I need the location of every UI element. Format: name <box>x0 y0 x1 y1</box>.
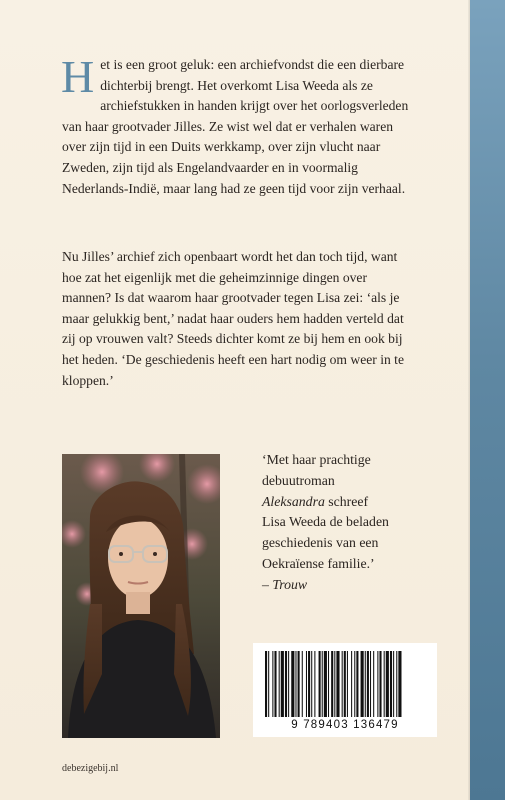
barcode-bar <box>306 651 307 717</box>
quote-line-5: geschiedenis van een <box>262 535 379 551</box>
barcode-bar <box>311 651 312 717</box>
barcode-bar <box>328 651 329 717</box>
quote-line-6: Oekraïense familie.’ <box>262 555 375 571</box>
quote-line-3 <box>262 492 462 513</box>
barcode-bar <box>390 651 392 717</box>
barcode-bar <box>281 651 284 717</box>
author-photo <box>62 454 220 738</box>
quote-line-4: Lisa Weeda de beladen <box>262 514 389 530</box>
barcode-bar <box>324 651 327 717</box>
barcode-bar <box>373 651 374 717</box>
barcode-bar <box>319 651 321 717</box>
barcode-bar <box>342 651 343 717</box>
barcode-bar <box>274 651 276 717</box>
blurb-paragraph-2: Nu Jilles’ archief zich openbaart wordt het dan toch tijd, want hoe zat het eigenlijk met die geheimzinnige dingen over mannen? Is dat waarom haar grootvader tegen Lisa zei: ‘als je maar gelukkig bent,’ nadat haar ouders hem hadden verteld dat zij op vrouwen valt? Steeds dichter komt ze bij hem en ook bij het heden. ‘De geschiedenis heeft een hart nodig om weer in te kloppen.’ <box>62 249 404 388</box>
publisher-website: debezigebij.nl <box>62 763 119 774</box>
drop-cap: H <box>61 51 95 102</box>
barcode-bar <box>351 651 352 717</box>
barcode-bar <box>393 651 394 717</box>
barcode-bar <box>291 651 294 717</box>
barcode-bar <box>386 651 389 717</box>
barcode-bar <box>268 651 269 717</box>
quote-source: – Trouw <box>262 576 308 592</box>
blurb-paragraph-1 <box>61 51 412 199</box>
quote-line-3-rest: schreef <box>324 493 369 509</box>
isbn-barcode <box>253 643 437 737</box>
barcode-bar <box>265 651 267 717</box>
barcode-bar <box>334 651 335 717</box>
barcode-bar <box>356 651 358 717</box>
quote-line-1: ‘Met haar prachtige <box>262 452 371 467</box>
barcode-bars <box>261 651 429 719</box>
barcode-bar <box>314 651 315 717</box>
barcode-bar <box>354 651 355 717</box>
barcode-bar <box>272 651 273 717</box>
barcode-bar <box>285 651 287 717</box>
barcode-bar <box>365 651 366 717</box>
barcode-bar <box>347 651 348 717</box>
barcode-bar <box>302 651 303 717</box>
barcode-bar <box>361 651 364 717</box>
barcode-bar <box>336 651 339 717</box>
quote-book-title: Aleksandra <box>262 493 325 509</box>
barcode-bar <box>288 651 289 717</box>
barcode-bar <box>367 651 369 717</box>
barcode-bar <box>295 651 296 717</box>
barcode-bar <box>370 651 371 717</box>
barcode-bar <box>279 651 280 717</box>
barcode-bar <box>384 651 385 717</box>
barcode-bar <box>396 651 397 717</box>
barcode-bar <box>298 651 300 717</box>
barcode-bar <box>377 651 378 717</box>
barcode-bar <box>398 651 401 717</box>
isbn-digits: 9 789403 136479 <box>291 719 399 731</box>
quote-line-2: debuutroman <box>262 472 335 488</box>
barcode-bar <box>331 651 333 717</box>
barcode-bar <box>308 651 310 717</box>
book-spine <box>470 0 505 800</box>
barcode-bar <box>322 651 323 717</box>
barcode-bar <box>344 651 346 717</box>
author-photo-image <box>62 454 220 738</box>
barcode-bar <box>379 651 381 717</box>
blurb-paragraph-1-text: et is een groot geluk: een archiefvondst die een dierbare dichterbij brengt. Het overkomt Lisa Weeda als ze archiefstukken in handen krijgt over het oorlogsverleden van haar grootvader Jilles. Ze wist wel dat er verhalen waren over zijn tijd in een Duits werkkamp, over zijn vlucht naar Zweden, zijn tijd als Engelandvaarder en in voormalig Nederlands-Indië, maar lang had ze geen tijd voor zijn verhaal. <box>62 57 409 196</box>
press-quote <box>262 450 462 596</box>
